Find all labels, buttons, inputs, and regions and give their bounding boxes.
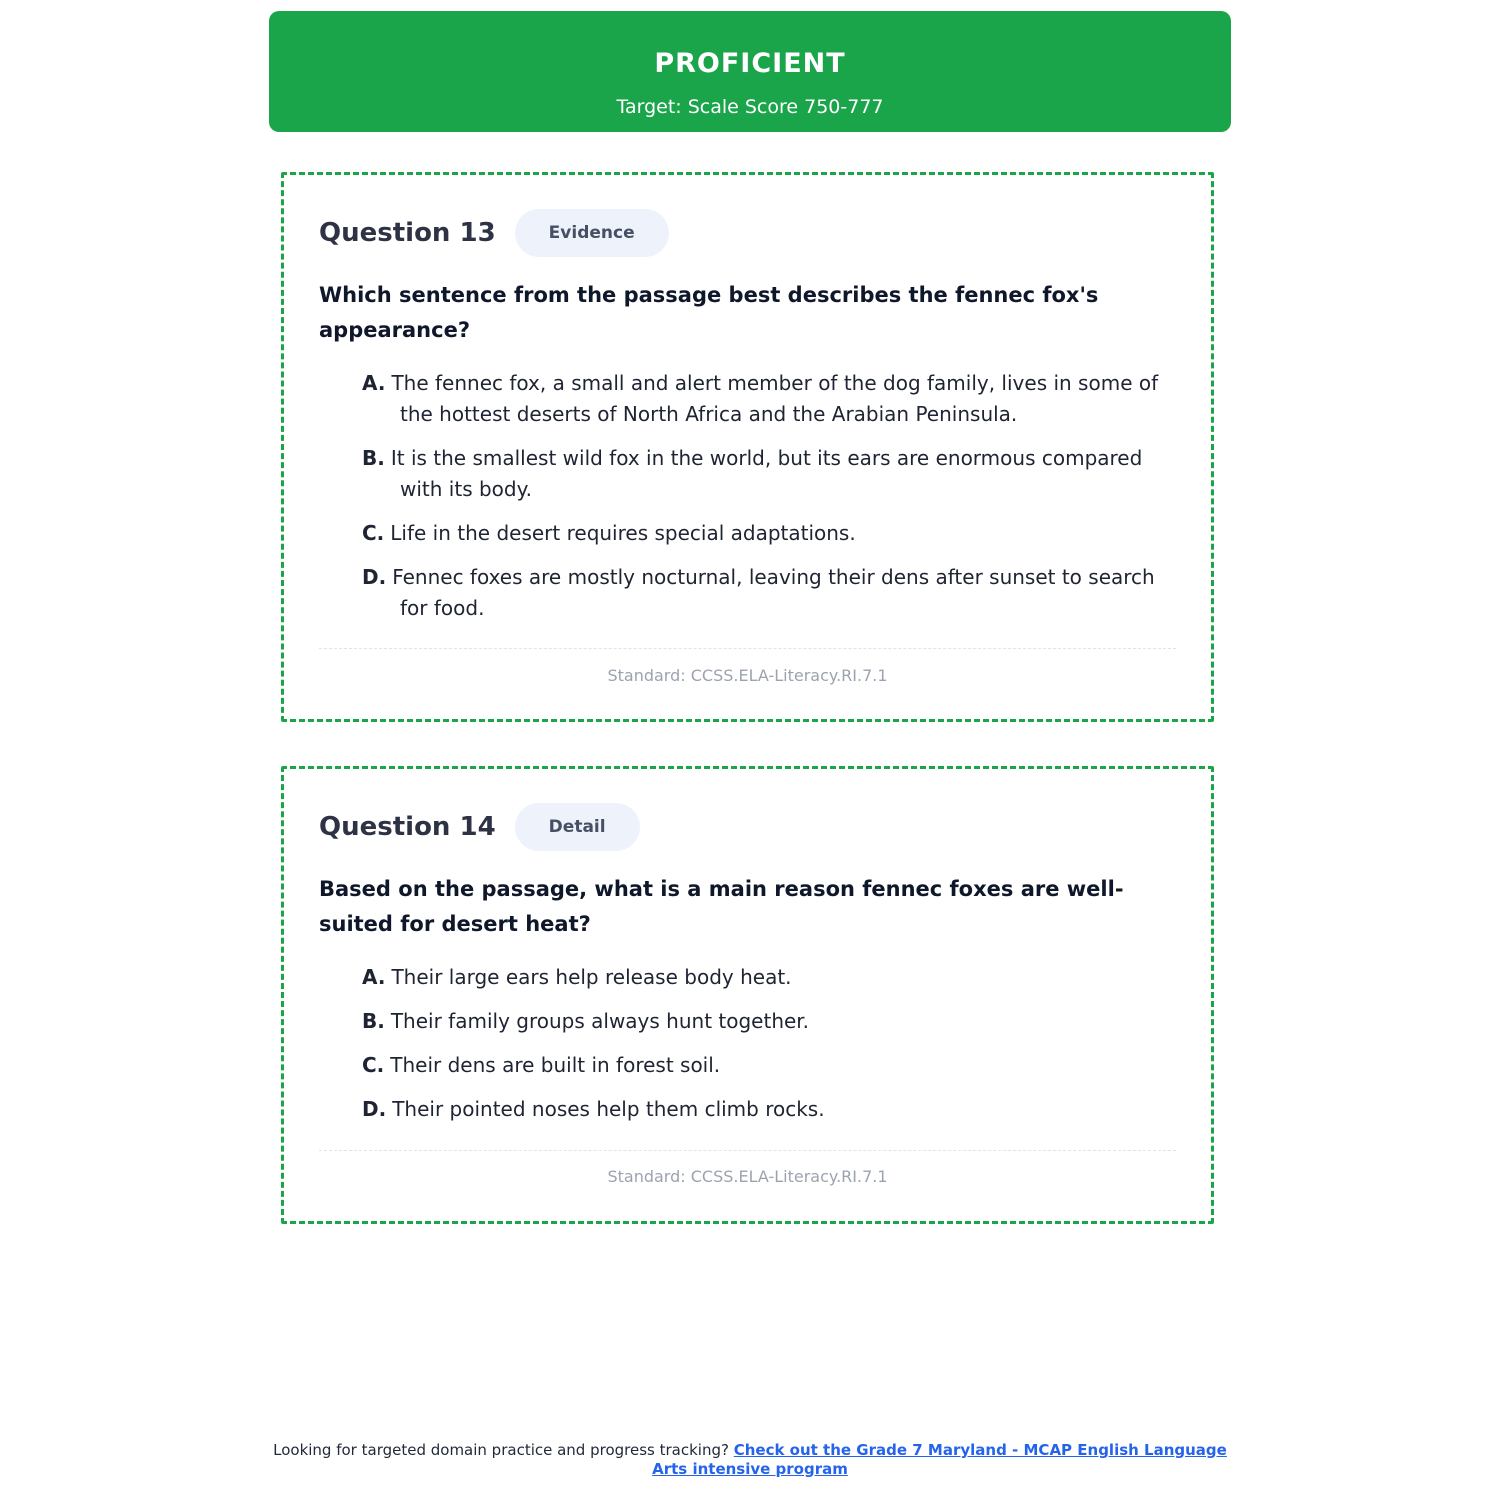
option-text: It is the smallest wild fox in the world, but its ears are enormous compared with its body. [390,446,1143,501]
option-letter: D. [362,1097,387,1121]
option-text: Their family groups always hunt together. [390,1009,810,1033]
option-letter: D. [362,565,387,589]
question-header [319,208,669,258]
option-text: Their large ears help release body heat. [391,965,792,989]
option-text: Their pointed noses help them climb rocks. [392,1097,825,1121]
answer-option-a[interactable] [362,962,1161,993]
divider [319,1150,1176,1151]
answer-option-a[interactable] [362,368,1161,430]
answer-option-c[interactable] [362,518,1161,549]
question-number: Question 13 [319,218,496,248]
option-letter: C. [362,521,385,545]
footer-text: Looking for targeted domain practice and progress tracking? [273,1441,729,1459]
option-text: Fennec foxes are mostly nocturnal, leaving their dens after sunset to search for food. [392,565,1155,620]
answer-option-d[interactable] [362,1094,1161,1125]
answer-option-c[interactable] [362,1050,1161,1081]
question-card-13 [281,172,1214,722]
question-number: Question 14 [319,812,496,842]
option-text: Life in the desert requires special adaptations. [390,521,856,545]
target-score-text: Target: Scale Score 750-777 [616,96,884,118]
divider [319,648,1176,649]
answer-option-d[interactable] [362,562,1161,624]
option-letter: A. [362,371,386,395]
question-card-14 [281,766,1214,1224]
standard-label: Standard: CCSS.ELA-Literacy.RI.7.1 [607,666,888,685]
question-prompt: Based on the passage, what is a main reason fennec foxes are well-suited for desert heat? [319,877,1124,936]
footer-promo [269,1441,1231,1479]
question-tag: Detail [515,803,640,851]
level-title: PROFICIENT [654,48,846,79]
question-prompt: Which sentence from the passage best describes the fennec fox's appearance? [319,283,1099,342]
option-letter: B. [362,446,385,470]
option-text: Their dens are built in forest soil. [390,1053,721,1077]
option-letter: A. [362,965,386,989]
option-letter: B. [362,1009,385,1033]
program-link[interactable]: Check out the Grade 7 Maryland - MCAP English Language Arts intensive program [652,1441,1227,1478]
answer-options [362,368,1161,637]
answer-option-b[interactable] [362,1006,1161,1037]
option-text: The fennec fox, a small and alert member of the dog family, lives in some of the hottest deserts of North Africa and the Arabian Peninsula. [391,371,1159,426]
level-banner [269,11,1231,132]
answer-option-b[interactable] [362,443,1161,505]
question-tag: Evidence [515,209,669,257]
answer-options [362,962,1161,1138]
question-header [319,802,640,852]
option-letter: C. [362,1053,385,1077]
standard-label: Standard: CCSS.ELA-Literacy.RI.7.1 [607,1167,888,1186]
